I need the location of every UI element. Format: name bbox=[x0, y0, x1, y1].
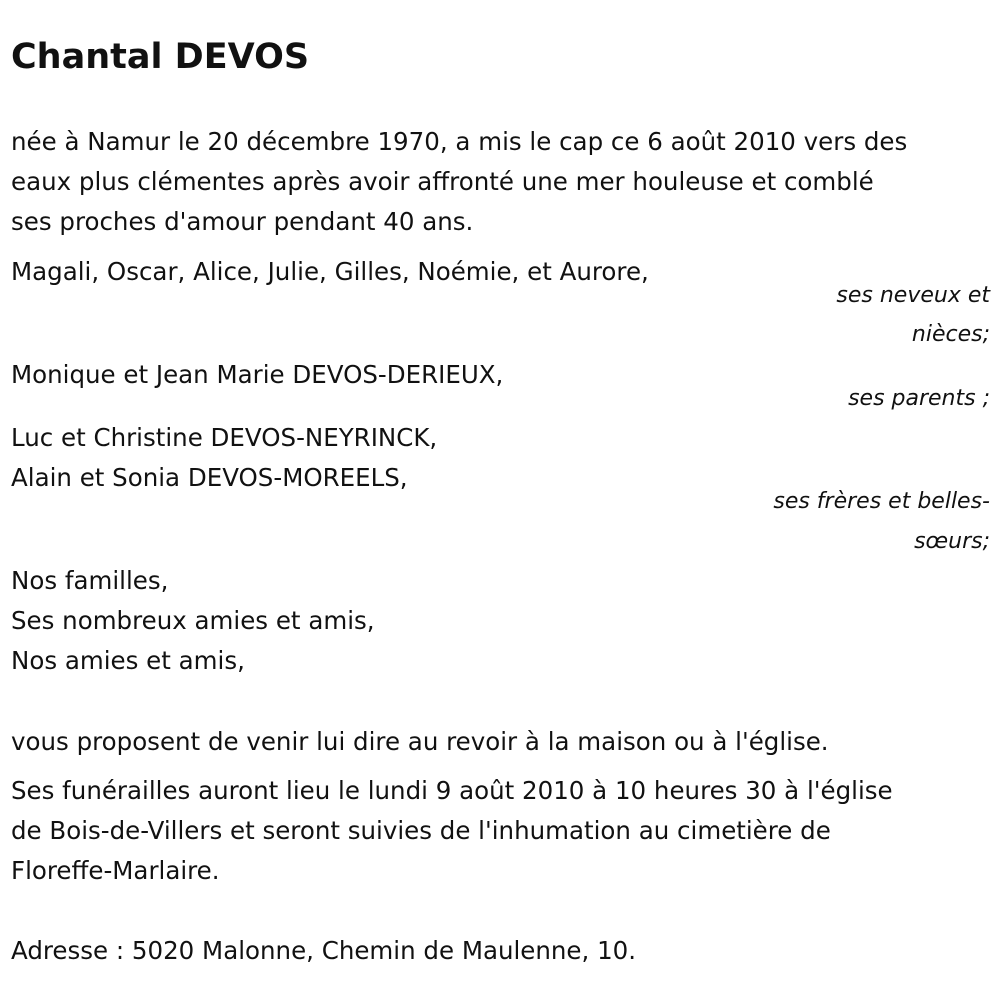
invitation-text: vous proposent de venir lui dire au revoir à la maison ou à l'église. bbox=[11, 727, 829, 756]
address-text: Adresse : 5020 Malonne, Chemin de Maulenne, 10. bbox=[11, 936, 637, 965]
siblings-role-line-2: sœurs; bbox=[914, 529, 990, 554]
parents-names: Monique et Jean Marie DEVOS-DERIEUX, bbox=[11, 360, 504, 389]
sibling-line-1: Luc et Christine DEVOS-NEYRINCK, bbox=[11, 423, 438, 452]
others-line-1: Nos familles, bbox=[11, 566, 169, 595]
funeral-line-3: Floreffe-Marlaire. bbox=[11, 856, 220, 885]
nephews-names: Magali, Oscar, Alice, Julie, Gilles, Noémie, et Aurore, bbox=[11, 257, 649, 286]
others-line-3: Nos amies et amis, bbox=[11, 646, 245, 675]
funeral-line-2: de Bois-de-Villers et seront suivies de l'inhumation au cimetière de bbox=[11, 816, 831, 845]
funeral-line-1: Ses funérailles auront lieu le lundi 9 août 2010 à 10 heures 30 à l'église bbox=[11, 776, 893, 805]
nephews-role-line-2: nièces; bbox=[911, 322, 990, 347]
nephews-role-line-1: ses neveux et bbox=[836, 283, 990, 308]
parents-role: ses parents ; bbox=[848, 386, 990, 411]
intro-line-3: ses proches d'amour pendant 40 ans. bbox=[11, 207, 474, 236]
intro-line-1: née à Namur le 20 décembre 1970, a mis le cap ce 6 août 2010 vers des bbox=[11, 127, 908, 156]
sibling-line-2: Alain et Sonia DEVOS-MOREELS, bbox=[11, 463, 408, 492]
deceased-name-heading: Chantal DEVOS bbox=[11, 37, 310, 77]
siblings-role-line-1: ses frères et belles- bbox=[773, 489, 990, 514]
intro-line-2: eaux plus clémentes après avoir affronté une mer houleuse et comblé bbox=[11, 167, 874, 196]
others-line-2: Ses nombreux amies et amis, bbox=[11, 606, 375, 635]
